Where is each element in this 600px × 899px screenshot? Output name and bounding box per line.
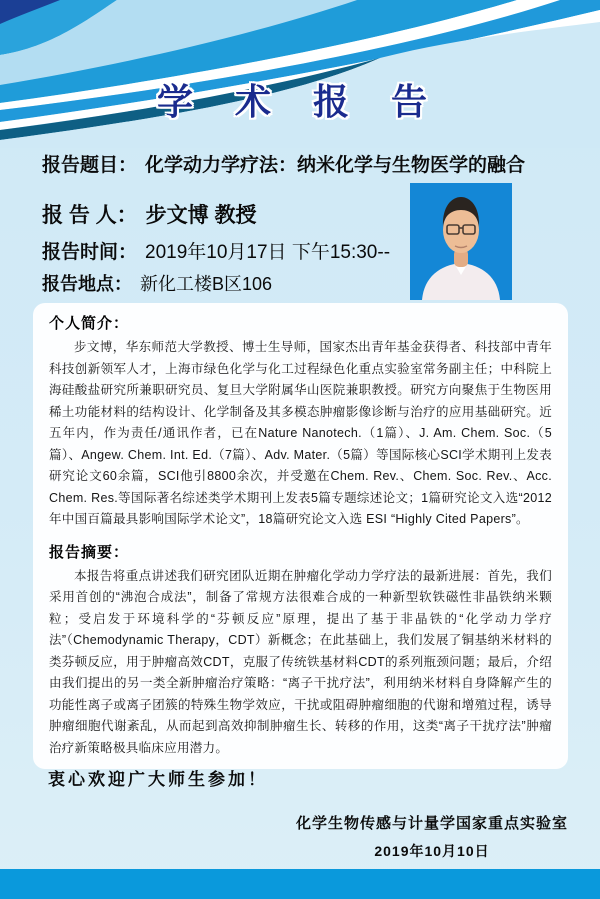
venue-value: 新化工楼B区106: [140, 274, 273, 294]
organizer-name: 化学生物传感与计量学国家重点实验室: [295, 815, 568, 832]
speaker-portrait-graphic: [410, 183, 512, 300]
abstract-text: 本报告将重点讲述我们研究团队近期在肿瘤化学动力学疗法的最新进展：首先，我们采用首创的“沸泡合成法”，制备了常规方法很难合成的一种新型软铁磁性非晶铁纳米颗粒；受启发于环境科学的“芬顿反应”原理，提出了基于非晶铁的“化学动力学疗法”（Chemodynamic Therapy，CDT）新概念；在此基础上，我们发展了铜基纳米材料的类芬顿反应，用于肿瘤高效CDT，克服了传统铁基材料CDT的系列瓶颈问题；最后，介绍由我们提出的另一类全新肿瘤治疗策略：“离子干扰疗法”，利用纳米材料自身降解产生的功能性离子或离子团簇的特殊生物学效应，干扰或阻碍肿瘤细胞的代谢和增殖过程，诱导肿瘤细胞代谢紊乱，从而起到高效抑制肿瘤生长、转移的作用，这类“离子干扰疗法”肿瘤治疗新策略极具临床应用潜力。: [49, 568, 552, 755]
time-label: 报告时间：: [42, 242, 138, 263]
speaker-photo: [410, 183, 512, 300]
time-row: [42, 237, 390, 264]
speaker-label: 报 告 人：: [42, 204, 138, 227]
welcome-message: 衷心欢迎广大师生参加！: [48, 770, 268, 789]
issue-date: 2019年10月10日: [374, 843, 490, 859]
report-title-value: 化学动力学疗法：纳米化学与生物医学的融合: [145, 155, 526, 176]
bio-text: 步文博，华东师范大学教授、博士生导师，国家杰出青年基金获得者、科技部中青年科技创新领军人才，上海市绿色化学与化工过程绿色化重点实验室常务副主任；中科院上海硅酸盐研究所兼职研究员、复旦大学附属华山医院兼职教授。研究方向聚焦于生物医用稀土功能材料的结构设计、化学制备及其多模态肿瘤影像诊断与治疗的应用基础研究。近五年内，作为责任/通讯作者，已在Nature Nanotech.（1篇）、J. Am. Chem. Soc.（5篇）、Angew. Chem. Int. Ed.（7篇）、Adv. Mater.（5篇）等国际核心SCI学术期刊上发表研究论文60余篇，SCI他引8800余次，并受邀在Chem. Rev.、Chem. Soc. Rev.、Acc. Chem. Res.等国际著名综述类学术期刊上发表5篇专题综述论文；1篇研究论文入选“2012年中国百篇最具影响国际学术论文”，18篇研究论文入选 ESI “Highly Cited Papers”。: [49, 340, 552, 526]
report-title-label: 报告题目：: [42, 155, 138, 176]
speaker-row: [42, 199, 257, 229]
venue-row: [42, 270, 272, 296]
report-title-row: [42, 150, 525, 177]
header-banner: [0, 0, 600, 148]
time-value: 2019年10月17日 下午15:30--: [145, 242, 391, 263]
page-title: 学 术 报 告: [156, 81, 443, 122]
organizer-block: [296, 812, 568, 861]
bio-heading: 个人简介：: [49, 315, 130, 332]
bottom-blue-bar: [0, 869, 600, 899]
venue-label: 报告地点：: [42, 274, 132, 294]
content-card: [33, 303, 568, 769]
speaker-value: 步文博 教授: [145, 204, 257, 227]
abstract-heading: 报告摘要：: [49, 543, 130, 561]
